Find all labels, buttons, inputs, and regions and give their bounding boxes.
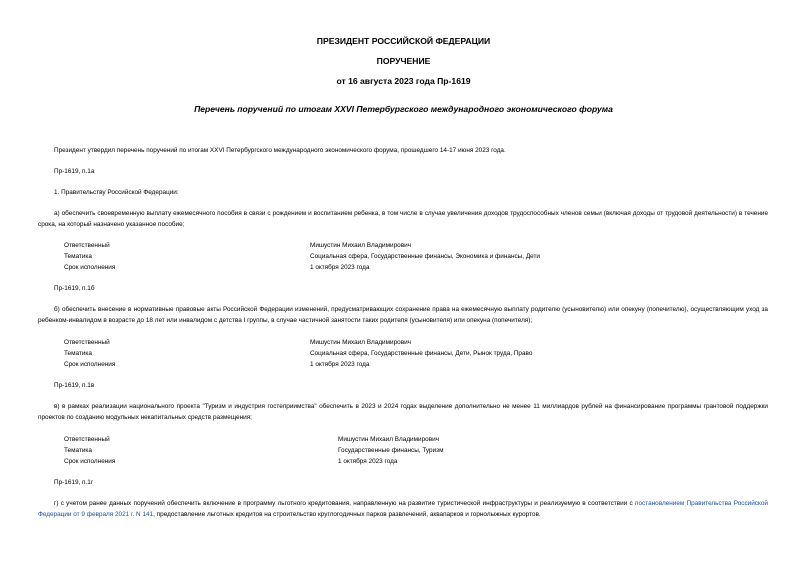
deadline-label: Срок исполнения — [64, 458, 116, 465]
item-text-1v: в) в рамках реализации национального проекта "Туризм и индустрия гостеприимства" обеспечить в 2023 и 2024 годах выделение дополнительно не менее 11 миллиардов рублей на финансирование программы грантовой поддержки проектов по созданию модульных некапитальных средств размещения; — [38, 403, 768, 421]
deadline-value: 1 октября 2023 года — [310, 361, 370, 368]
document-type: ПОРУЧЕНИЕ — [376, 56, 431, 66]
document-title: Перечень поручений по итогам XXVI Петербургского международного экономического форума — [194, 104, 613, 114]
item-text-1a: а) обеспечить своевременную выплату ежемесячного пособия в связи с рождением и воспитанием ребенка, в том числе в случае увеличения доходов трудоспособных членов семьи (включая доходы от трудовой деятельности) в течение срока, на который назначено указанное пособие; — [38, 210, 768, 228]
item-ref-1v: Пр-1619, п.1в — [54, 382, 95, 389]
intro-paragraph: Президент утвердил перечень поручений по итогам XXVI Петербургского международного экономического форума, прошедшего 14-17 июня 2023 года. — [54, 147, 506, 154]
item-text-1g-start: г) с учетом ранее данных поручений обеспечить включение в программу льготного кредитования, направленную на развитие туристической инфраструктуры и реализуемую в соответствии с — [54, 500, 635, 507]
responsible-value: Мишустин Михаил Владимирович — [310, 242, 411, 249]
deadline-value: 1 октября 2023 года — [310, 264, 370, 271]
item-ref-1b: Пр-1619, п.1б — [54, 285, 95, 292]
item-ref-1g: Пр-1619, п.1г — [54, 479, 94, 486]
responsible-value: Мишустин Михаил Владимирович — [310, 339, 411, 346]
responsible-value: Мишустин Михаил Владимирович — [338, 436, 439, 443]
deadline-label: Срок исполнения — [64, 361, 116, 368]
topic-value: Социальная сфера, Государственные финансы, Дети, Рынок труда, Право — [310, 350, 533, 357]
topic-value: Социальная сфера, Государственные финансы, Экономика и финансы, Дети — [310, 253, 540, 260]
section-heading-1: 1. Правительству Российской Федерации: — [54, 189, 179, 196]
topic-label: Тематика — [64, 350, 92, 357]
deadline-label: Срок исполнения — [64, 264, 116, 271]
responsible-label: Ответственный — [64, 436, 110, 443]
item-text-1g — [38, 498, 768, 520]
topic-label: Тематика — [64, 447, 92, 454]
issuer-heading: ПРЕЗИДЕНТ РОССИЙСКОЙ ФЕДЕРАЦИИ — [316, 36, 491, 46]
topic-label: Тематика — [64, 253, 92, 260]
responsible-label: Ответственный — [64, 339, 110, 346]
item-text-1g-end: , предоставление льготных кредитов на строительство круглогодичных парков развлечений, аквапарков и горнолыжных курортов. — [153, 511, 541, 518]
government-resolution-link[interactable]: постановлением Правительства Российской Федерации от 9 февраля 2021 г. N 141 — [38, 500, 768, 518]
document-date-number: от 16 августа 2023 года Пр-1619 — [336, 76, 471, 86]
item-text-1b: б) обеспечить внесение в нормативные правовые акты Российской Федерации изменений, предусматривающих сохранение права на ежемесячную выплату родителю (усыновителю) или опекуну (попечителю), осуществляющим уход за ребенком-инвалидом в возрасте до 18 лет или инвалидом с детства I группы, в случае частичной занятости таких родителя (усыновителя) или опекуна (попечителя); — [38, 306, 768, 324]
responsible-label: Ответственный — [64, 242, 110, 249]
deadline-value: 1 октября 2023 года — [338, 458, 398, 465]
topic-value: Государственные финансы, Туризм — [338, 447, 444, 454]
item-ref-1a: Пр-1619, п.1а — [54, 168, 95, 175]
